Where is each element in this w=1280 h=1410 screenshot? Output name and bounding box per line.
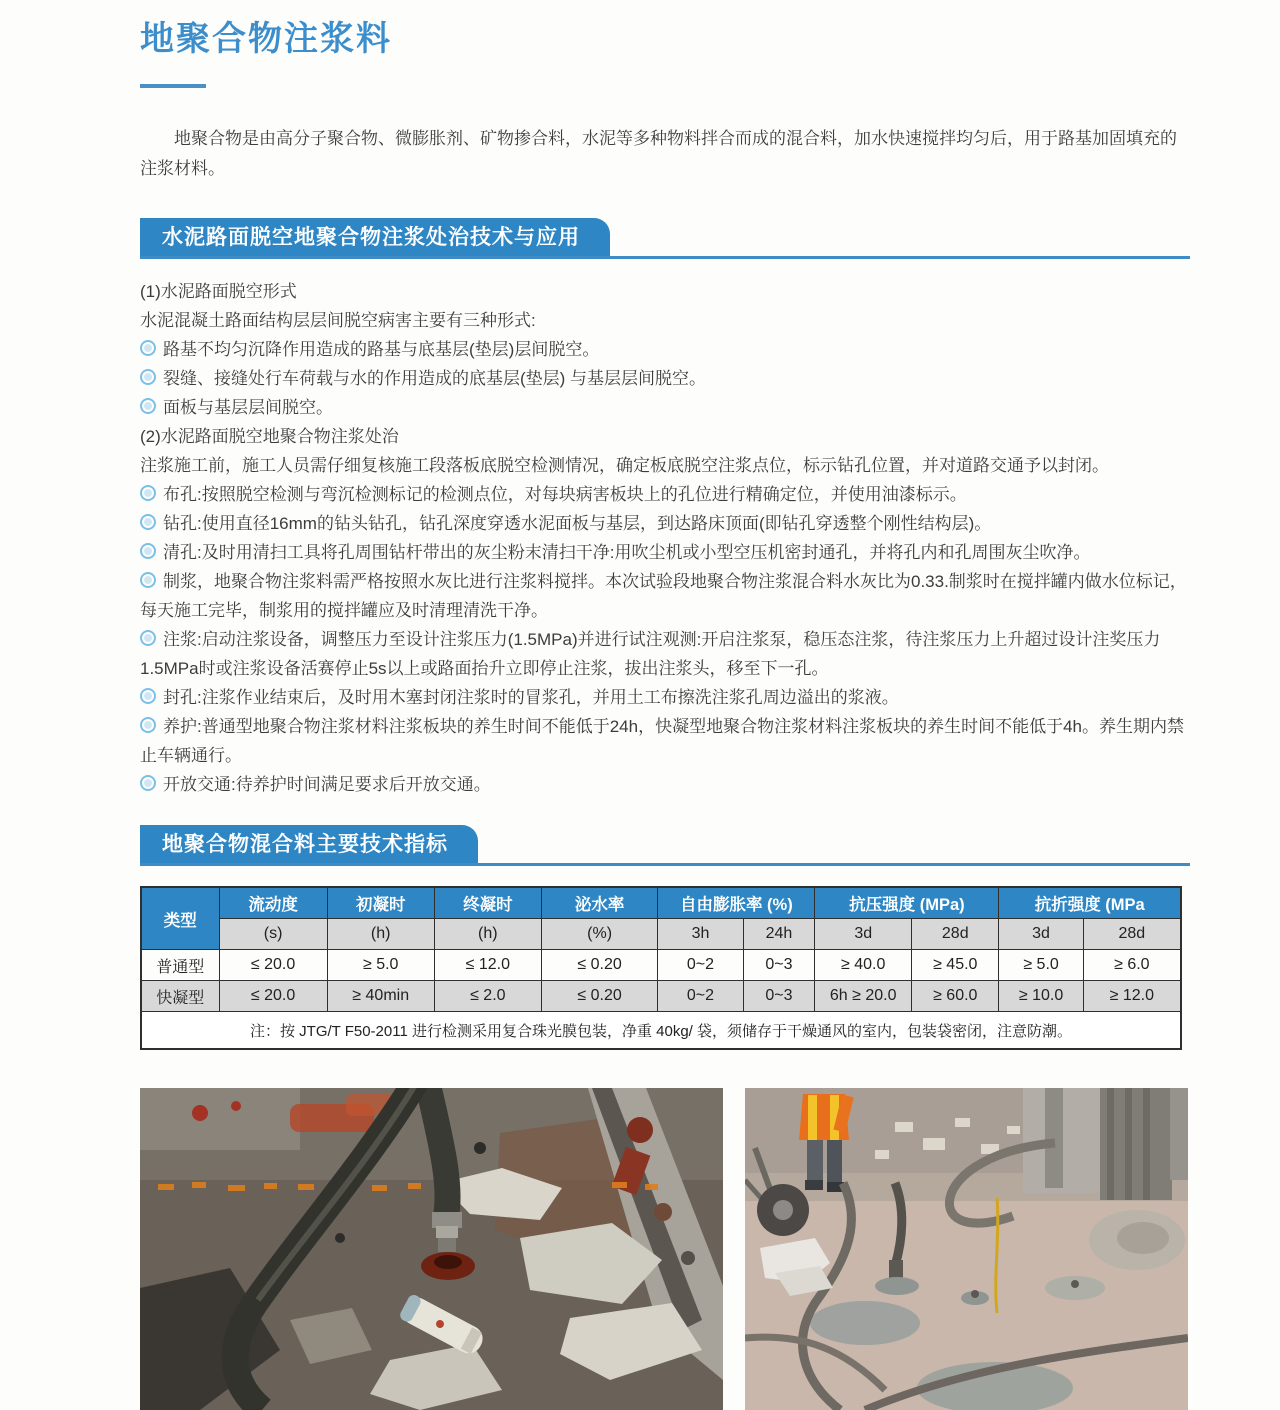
spec-data-row <box>141 950 1181 981</box>
spec-data-row <box>141 981 1181 1012</box>
spec-note-row <box>141 1012 1181 1050</box>
title-underline <box>140 84 206 88</box>
body-line: (1)水泥路面脱空形式 <box>140 282 297 301</box>
intro-paragraph: 地聚合物是由高分子聚合物、微膨胀剂、矿物掺合料，水泥等多种物料拌合而成的混合料，加水快速搅拌均匀后，用于路基加固填充的注浆材料。 <box>140 129 1177 178</box>
ring-bullet-icon <box>140 688 156 704</box>
bullet-text: 清孔:及时用清扫工具将孔周围钻杆带出的灰尘粉末清扫干净:用吹尘机或小型空压机密封通孔，并将孔内和孔周围灰尘吹净。 <box>163 543 1091 562</box>
spec-subheader: 3h <box>658 919 743 950</box>
spec-subheader: 3d <box>815 919 912 950</box>
body-line: 注浆施工前，施工人员需仔细复核施工段落板底脱空检测情况，确定板底脱空注浆点位，标示钻孔位置，并对道路交通予以封闭。 <box>140 456 1109 475</box>
spec-cell: ≤ 20.0 <box>219 981 327 1012</box>
bullet-item <box>140 393 1190 422</box>
spec-col-header: 抗折强度 (MPa <box>999 887 1181 919</box>
ring-bullet-icon <box>140 340 156 356</box>
bullet-item <box>140 480 1190 509</box>
ring-bullet-icon <box>140 369 156 385</box>
spec-header-row <box>141 887 1181 919</box>
spec-cell: ≥ 5.0 <box>999 950 1083 981</box>
section-treatment-heading: 水泥路面脱空地聚合物注浆处治技术与应用 <box>162 226 580 249</box>
ring-bullet-icon <box>140 717 156 733</box>
spec-col-header: 终凝时 <box>434 887 541 919</box>
spec-cell: ≤ 12.0 <box>434 950 541 981</box>
spec-cell: ≤ 0.20 <box>541 981 657 1012</box>
ring-bullet-icon <box>140 398 156 414</box>
photo-grouting-injection-hole <box>140 1088 723 1410</box>
spec-cell: ≥ 6.0 <box>1083 950 1181 981</box>
spec-col-header: 泌水率 <box>541 887 657 919</box>
bullet-item <box>140 364 1190 393</box>
bullet-text: 布孔:按照脱空检测与弯沉检测标记的检测点位，对每块病害板块上的孔位进行精确定位，并使用油漆标示。 <box>163 485 967 504</box>
spec-note: 注：按 JTG/T F50-2011 进行检测采用复合珠光膜包装，净重 40kg/ 袋，须储存于干燥通风的室内，包装袋密闭，注意防潮。 <box>141 1012 1181 1050</box>
bullet-item <box>140 712 1190 770</box>
spec-cell: ≤ 0.20 <box>541 950 657 981</box>
spec-col-header: 流动度 <box>219 887 327 919</box>
bullet-text: 养护:普通型地聚合物注浆材料注浆板块的养生时间不能低于24h，快凝型地聚合物注浆材料注浆板块的养生时间不能低于4h。养生期内禁止车辆通行。 <box>140 717 1184 765</box>
bullet-item <box>140 625 1190 683</box>
ring-bullet-icon <box>140 485 156 501</box>
section-specs-heading: 地聚合物混合料主要技术指标 <box>162 833 448 856</box>
spec-cell: 6h ≥ 20.0 <box>815 981 912 1012</box>
spec-cell: ≤ 20.0 <box>219 950 327 981</box>
body-line: 水泥混凝土路面结构层层间脱空病害主要有三种形式: <box>140 311 536 330</box>
spec-subheader: 28d <box>1083 919 1181 950</box>
spec-cell: ≤ 2.0 <box>434 981 541 1012</box>
ring-bullet-icon <box>140 572 156 588</box>
ring-bullet-icon <box>140 630 156 646</box>
spec-subheader: (s) <box>219 919 327 950</box>
page-title: 地聚合物注浆料 <box>140 20 392 58</box>
spec-row-label: 普通型 <box>141 950 219 981</box>
bullet-text: 开放交通:待养护时间满足要求后开放交通。 <box>163 775 491 794</box>
photo-grouting-worker-equipment <box>745 1088 1188 1410</box>
ring-bullet-icon <box>140 775 156 791</box>
bullet-text: 面板与基层层间脱空。 <box>163 398 333 417</box>
document-page <box>140 0 1190 1410</box>
section-treatment-banner <box>140 218 610 256</box>
section-specs-heading-row <box>140 825 1190 866</box>
spec-subheader: 3d <box>999 919 1083 950</box>
spec-col-header: 抗压强度 (MPa) <box>815 887 999 919</box>
spec-cell: ≥ 60.0 <box>912 981 999 1012</box>
bullet-item <box>140 567 1190 625</box>
bullet-text: 注浆:启动注浆设备，调整压力至设计注浆压力(1.5MPa)并进行试注观测:开启注浆泵，稳压态注浆，待注浆压力上升超过设计注奖压力1.5MPa时或注浆设备活赛停止5s以上或路面抬升立即停止注浆，拔出注浆头，移至下一孔。 <box>140 630 1161 678</box>
spec-cell: ≥ 40min <box>327 981 434 1012</box>
spec-subheader: 24h <box>743 919 815 950</box>
section-specs-banner <box>140 825 478 863</box>
spec-subheader: (h) <box>434 919 541 950</box>
spec-corner-header: 类型 <box>141 887 219 950</box>
bullet-text: 钻孔:使用直径16mm的钻头钻孔，钻孔深度穿透水泥面板与基层，到达路床顶面(即钻孔穿透整个刚性结构层)。 <box>163 514 992 533</box>
bullet-item <box>140 335 1190 364</box>
spec-cell: ≥ 40.0 <box>815 950 912 981</box>
spec-subheader: (h) <box>327 919 434 950</box>
bullet-item <box>140 538 1190 567</box>
bullet-text: 裂缝、接缝处行车荷载与水的作用造成的底基层(垫层) 与基层层间脱空。 <box>163 369 707 388</box>
treatment-content <box>140 277 1190 799</box>
ring-bullet-icon <box>140 514 156 530</box>
bullet-item <box>140 683 1190 712</box>
bullet-item <box>140 509 1190 538</box>
bullet-text: 制浆，地聚合物注浆料需严格按照水灰比进行注浆料搅拌。本次试验段地聚合物注浆混合料水灰比为0.33.制浆时在搅拌罐内做水位标记，每天施工完毕，制浆用的搅拌罐应及时清理清洗干净。 <box>140 572 1187 620</box>
spec-cell: ≥ 45.0 <box>912 950 999 981</box>
spec-subheader: 28d <box>912 919 999 950</box>
spec-row-label: 快凝型 <box>141 981 219 1012</box>
body-line: (2)水泥路面脱空地聚合物注浆处治 <box>140 427 399 446</box>
spec-cell: 0~3 <box>743 981 815 1012</box>
spec-subheader-row <box>141 919 1181 950</box>
ring-bullet-icon <box>140 543 156 559</box>
bullet-text: 封孔:注浆作业结束后，及时用木塞封闭注浆时的冒浆孔，并用土工布擦洗注浆孔周边溢出的浆液。 <box>163 688 899 707</box>
spec-cell: 0~2 <box>658 981 743 1012</box>
bullet-item <box>140 770 1190 799</box>
spec-cell: ≥ 10.0 <box>999 981 1083 1012</box>
spec-cell: 0~3 <box>743 950 815 981</box>
spec-col-header: 初凝时 <box>327 887 434 919</box>
spec-cell: ≥ 12.0 <box>1083 981 1181 1012</box>
bullet-text: 路基不均匀沉降作用造成的路基与底基层(垫层)层间脱空。 <box>163 340 600 359</box>
spec-subheader: (%) <box>541 919 657 950</box>
spec-cell: ≥ 5.0 <box>327 950 434 981</box>
spec-table <box>140 886 1182 1050</box>
spec-col-header: 自由膨胀率 (%) <box>658 887 815 919</box>
spec-cell: 0~2 <box>658 950 743 981</box>
photo-row <box>140 1088 1190 1410</box>
section-treatment-heading-row <box>140 218 1190 259</box>
